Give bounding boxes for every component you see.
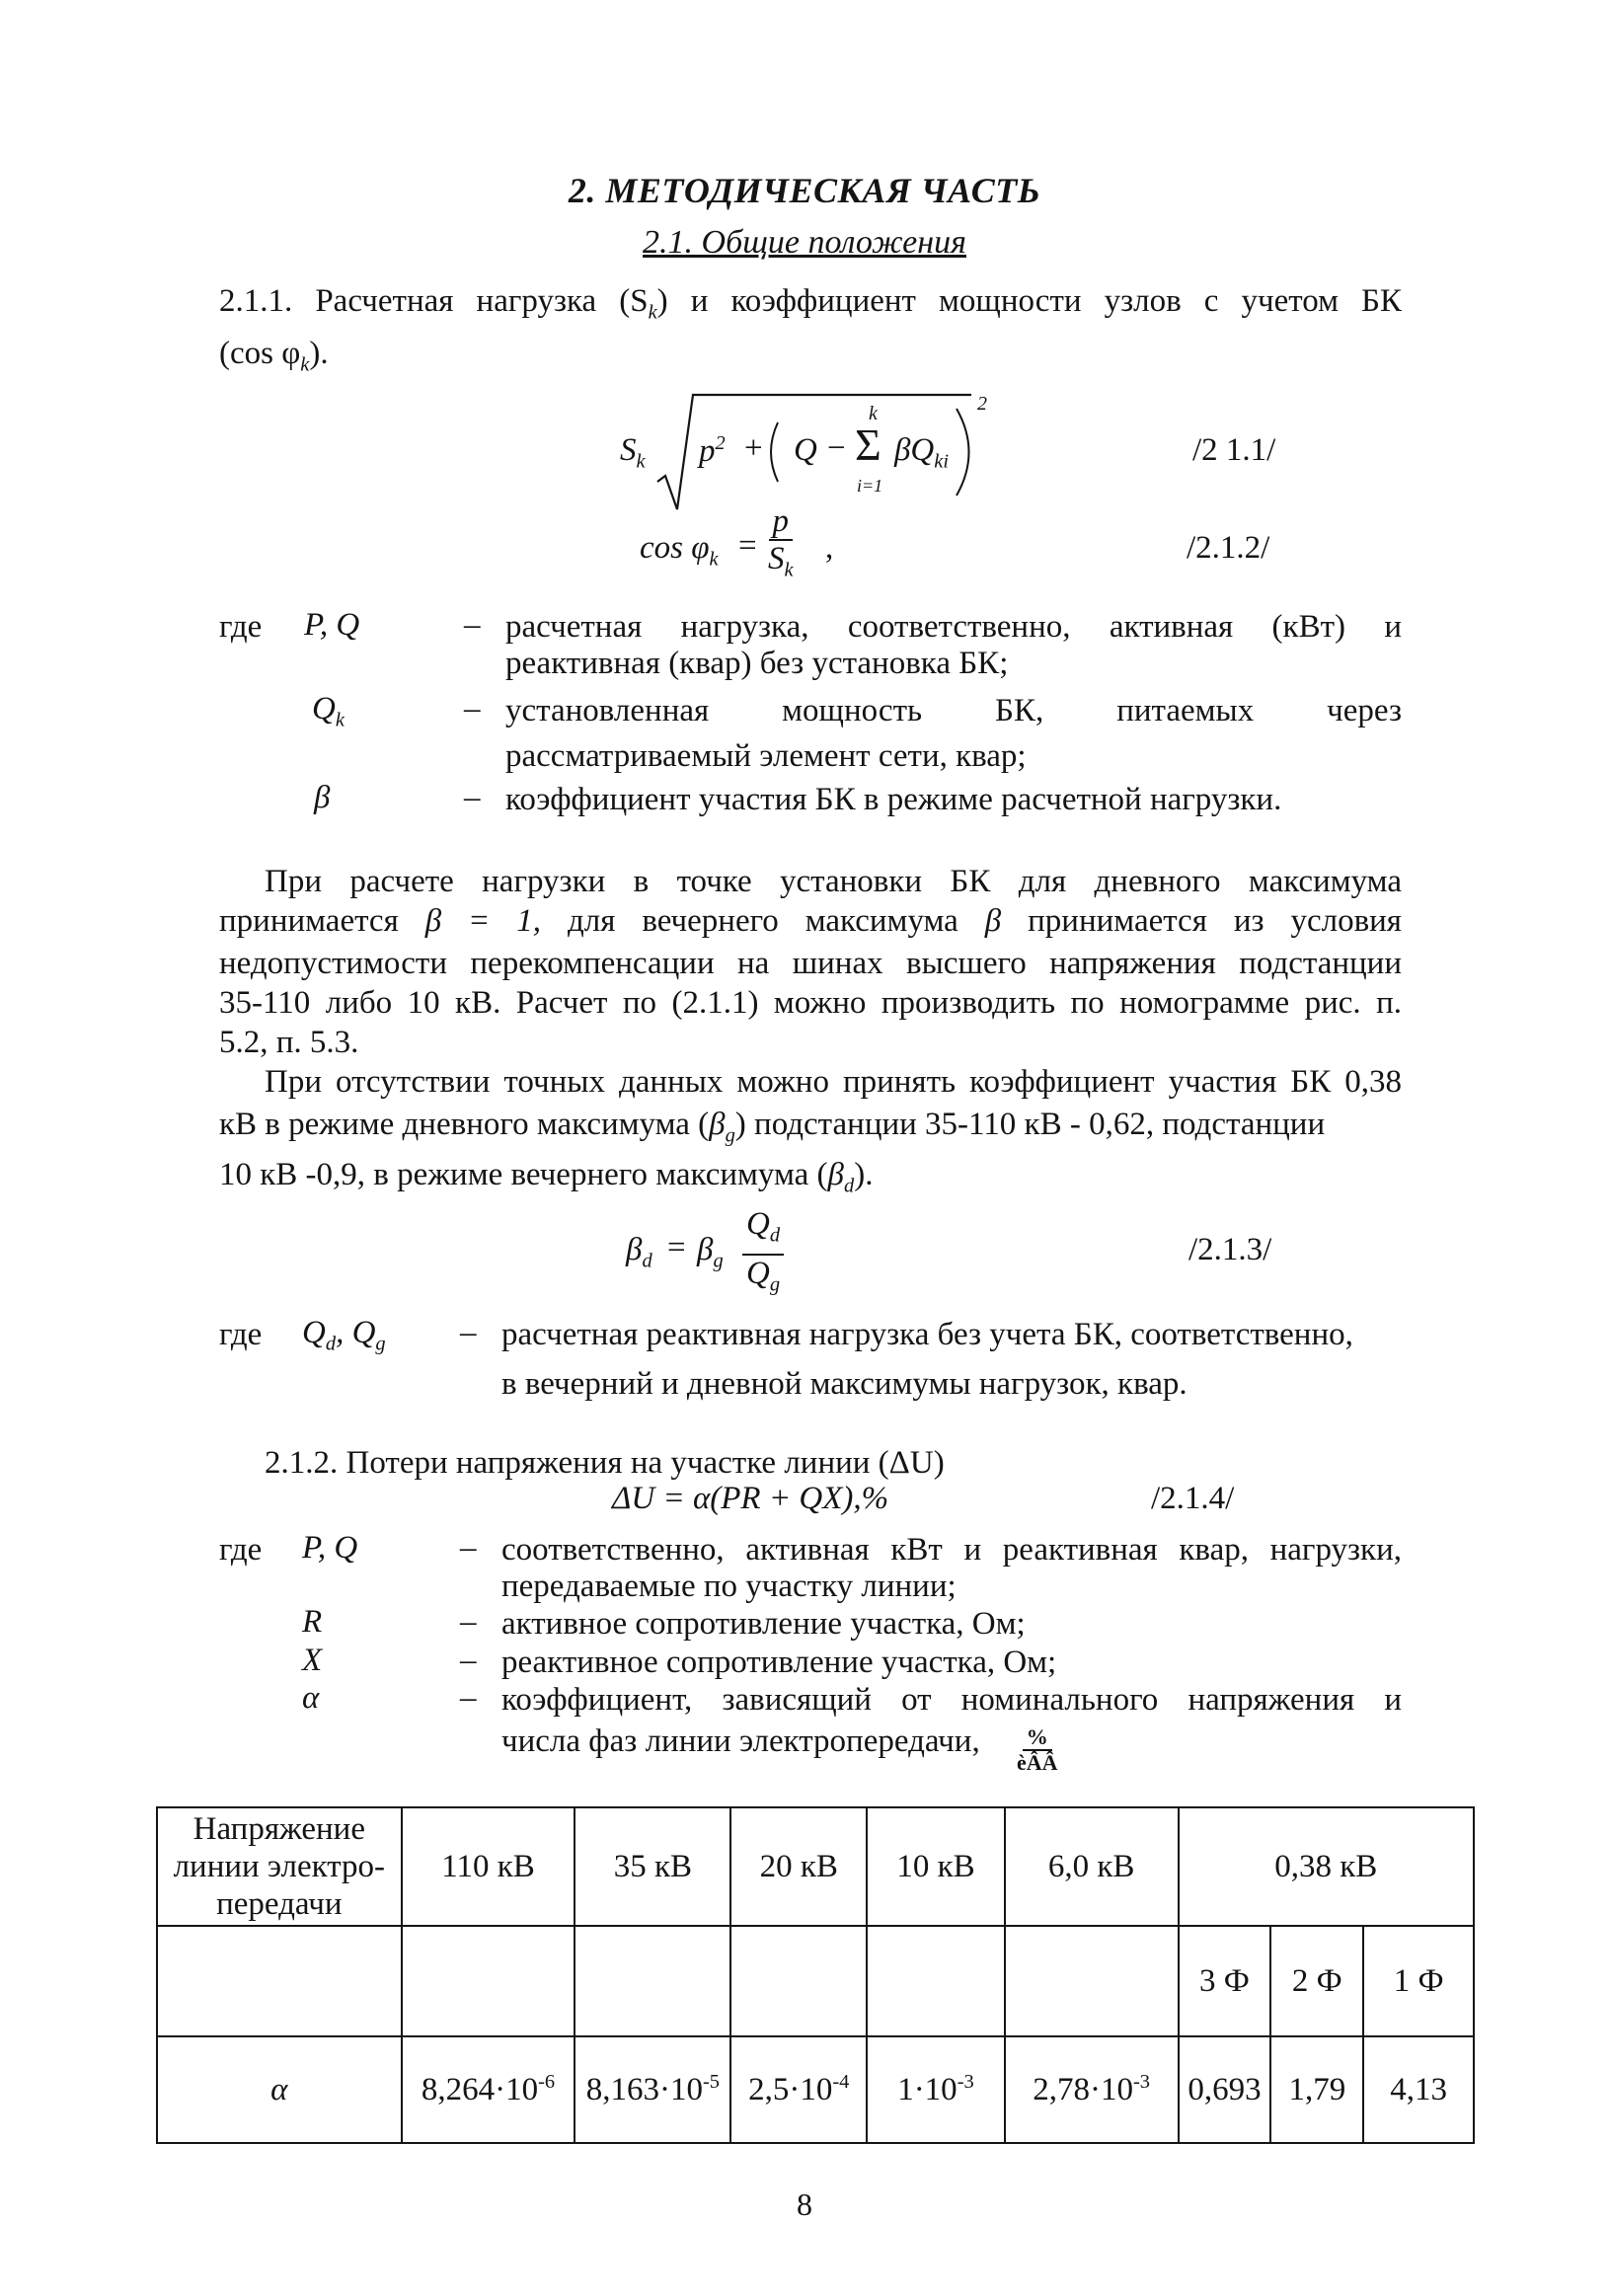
eq1-q: Q bbox=[794, 432, 817, 468]
def-text-pq-2: реактивная (квар) без установка БК; bbox=[505, 646, 1009, 681]
phase-3: 3 Ф bbox=[1179, 1926, 1271, 2036]
para2-l3a: 10 кВ -0,9, в режиме вечернего максимума ( bbox=[219, 1157, 828, 1192]
table-phase-row bbox=[157, 1926, 1474, 2036]
alpha-value-cell bbox=[730, 2036, 867, 2143]
para1-l2b: β = 1, bbox=[424, 903, 542, 939]
header-label-line1: Напряжение bbox=[192, 1811, 365, 1847]
eq3-den-sub: g bbox=[769, 1273, 781, 1296]
eq1-sum: Σ bbox=[855, 420, 881, 470]
eq1-lhs-sub: k bbox=[636, 450, 646, 473]
alpha-symbol-cell: α bbox=[157, 2036, 402, 2143]
def4-sym-alpha: α bbox=[302, 1680, 320, 1716]
def3-sym-b-sub: g bbox=[375, 1333, 386, 1355]
empty-cell bbox=[867, 1926, 1005, 2036]
eq3-equals: = bbox=[667, 1230, 686, 1265]
alpha-exp: -6 bbox=[538, 2071, 556, 2093]
eq2-den: S bbox=[768, 541, 785, 576]
eq1-p-text: p bbox=[699, 433, 716, 469]
header-label-line2: линии электро- bbox=[173, 1849, 386, 1884]
alpha-value: 1,79 bbox=[1288, 2072, 1346, 2107]
eq1-p bbox=[699, 432, 726, 470]
eq3-number: /2.1.3/ bbox=[1188, 1232, 1272, 1267]
empty-cell bbox=[402, 1926, 575, 2036]
intro-tail: ) и коэффициент мощности узлов с учетом БК bbox=[656, 283, 1402, 319]
header-voltage-20: 20 кВ bbox=[730, 1807, 867, 1926]
def4-text-pq-2: передаваемые по участку линии; bbox=[501, 1569, 957, 1604]
eq2-number: /2.1.2/ bbox=[1187, 530, 1270, 566]
eq2-lhs-text: cos φ bbox=[640, 530, 710, 566]
para1-line2 bbox=[219, 901, 1402, 941]
paragraph-2-1-2-intro: 2.1.2. Потери напряжения на участке линии (ΔU) bbox=[265, 1445, 945, 1481]
eq1-beta-text: βQ bbox=[894, 432, 935, 468]
phase-1: 1 Ф bbox=[1363, 1926, 1474, 2036]
header-label-line3: передачи bbox=[216, 1886, 343, 1922]
alpha-value: 2,5·10 bbox=[748, 2072, 833, 2107]
eq-2-1-1-lhs bbox=[620, 432, 646, 474]
where-label-1: где bbox=[219, 609, 263, 645]
eq1-lhs: S bbox=[620, 432, 637, 468]
eq1-sum-top: k bbox=[869, 403, 878, 424]
para1-line1: При расчете нагрузки в точке установки БК для дневного максимума bbox=[265, 864, 1402, 899]
alpha-value: 8,264·10 bbox=[421, 2072, 539, 2107]
alpha-value-cell bbox=[1363, 2036, 1474, 2143]
def-text-pq: расчетная нагрузка, соответственно, активная (кВт) и bbox=[505, 609, 1402, 645]
eq1-beta bbox=[894, 432, 949, 474]
alpha-value: 1·10 bbox=[897, 2072, 958, 2107]
table-header-row bbox=[157, 1807, 1474, 1926]
eq3-frac bbox=[742, 1206, 784, 1302]
para1-line5: 5.2, п. 5.3. bbox=[219, 1025, 359, 1060]
eq2-equals: = bbox=[738, 528, 757, 564]
para2-line1: При отсутствии точных данных можно принять коэффициент участия БК 0,38 bbox=[265, 1064, 1402, 1100]
alpha-value-cell bbox=[867, 2036, 1005, 2143]
subsection-heading: 2.1. Общие положения bbox=[643, 224, 966, 261]
eq3-rhs bbox=[697, 1232, 724, 1273]
para1-line3: недопустимости перекомпенсации на шинах высшего напряжения подстанции bbox=[219, 946, 1402, 981]
eq1-outer-sup: 2 bbox=[977, 393, 987, 415]
def-text-qk: установленная мощность БК, питаемых через bbox=[505, 693, 1402, 728]
alpha-value-cell bbox=[575, 2036, 730, 2143]
def4-unit-frac bbox=[1017, 1725, 1058, 1775]
para1-l2e: принимается из условия bbox=[1028, 903, 1402, 939]
alpha-value: 2,78·10 bbox=[1033, 2072, 1133, 2107]
def4-sym-x: X bbox=[302, 1643, 323, 1678]
def3-sym-a: Q bbox=[302, 1315, 326, 1350]
def3-sym-b: , Q bbox=[336, 1315, 376, 1350]
alpha-exp: -3 bbox=[957, 2071, 974, 2093]
def-dash: – bbox=[460, 1680, 477, 1716]
eq2-lhs bbox=[640, 530, 719, 572]
para2-line2 bbox=[219, 1105, 1402, 1156]
intro-line2-sub: k bbox=[300, 353, 310, 376]
paragraph-2-1-1-line2 bbox=[219, 334, 329, 385]
paragraph-2-1-1-intro bbox=[219, 281, 1402, 333]
def-dash: – bbox=[460, 1604, 477, 1640]
para2-l3b: β bbox=[827, 1157, 844, 1192]
intro-line2-tail: ). bbox=[309, 336, 329, 371]
alpha-value-cell bbox=[402, 2036, 575, 2143]
eq2-lhs-sub: k bbox=[709, 548, 719, 571]
phase-2: 2 Ф bbox=[1270, 1926, 1363, 2036]
where-label-2: где bbox=[219, 1317, 263, 1352]
def-text-beta: коэффициент участия БК в режиме расчетной нагрузки. bbox=[505, 782, 1282, 817]
empty-cell bbox=[575, 1926, 730, 2036]
def-sym-pq: P, Q bbox=[304, 607, 360, 643]
para1-l2d: β bbox=[984, 903, 1002, 939]
def3-sym-a-sub: d bbox=[325, 1333, 337, 1355]
para2-l3c: ). bbox=[854, 1157, 874, 1192]
eq3-den: Q bbox=[746, 1255, 770, 1291]
para2-l2b-sub: g bbox=[725, 1124, 735, 1147]
def4-sym-r: R bbox=[302, 1604, 323, 1640]
def-text-qk-2: рассматриваемый элемент сети, квар; bbox=[505, 738, 1027, 774]
eq3-lhs-sub: d bbox=[642, 1250, 652, 1272]
where-label-3: где bbox=[219, 1532, 263, 1568]
empty-cell bbox=[157, 1926, 402, 2036]
header-voltage-110: 110 кВ bbox=[402, 1807, 575, 1926]
alpha-exp: -4 bbox=[832, 2071, 850, 2093]
def-sym-qk bbox=[312, 691, 345, 732]
def-dash: – bbox=[464, 607, 481, 643]
def4-text-r: активное сопротивление участка, Ом; bbox=[501, 1606, 1026, 1642]
def4-unit-num: % bbox=[1023, 1725, 1052, 1751]
alpha-value: 8,163·10 bbox=[585, 2072, 703, 2107]
intro-text: 2.1.1. Расчетная нагрузка (S bbox=[219, 283, 649, 319]
def4-text-pq: соответственно, активная кВт и реактивная квар, нагрузки, bbox=[501, 1532, 1402, 1568]
alpha-value-cell bbox=[1270, 2036, 1363, 2143]
para1-l2a: принимается bbox=[219, 903, 399, 939]
def-dash: – bbox=[464, 691, 481, 727]
eq4: ΔU = α(PR + QX),% bbox=[612, 1481, 889, 1516]
para2-line3 bbox=[219, 1155, 873, 1206]
alpha-value-cell bbox=[1179, 2036, 1271, 2143]
def3-text2: в вечерний и дневной максимумы нагрузок, квар. bbox=[501, 1366, 1188, 1402]
para2-l2a: кВ в режиме дневного максимума ( bbox=[219, 1107, 710, 1142]
alpha-value-cell bbox=[1005, 2036, 1179, 2143]
def4-text-alpha: коэффициент, зависящий от номинального напряжения и bbox=[501, 1682, 1402, 1718]
eq3-rhs-text: β bbox=[697, 1232, 714, 1267]
def4-text-x: реактивное сопротивление участка, Ом; bbox=[501, 1645, 1057, 1680]
eq3-num: Q bbox=[746, 1206, 770, 1242]
def-dash: – bbox=[460, 1315, 477, 1350]
def-dash: – bbox=[460, 1530, 477, 1566]
eq3-lhs-text: β bbox=[626, 1232, 643, 1267]
header-label-cell bbox=[157, 1807, 402, 1926]
def4-sym-pq: P, Q bbox=[302, 1530, 358, 1566]
alpha-table bbox=[156, 1806, 1475, 2144]
para1-line4: 35-110 либо 10 кВ. Расчет по (2.1.1) можно производить по номограмме рис. п. bbox=[219, 985, 1402, 1021]
def-sym-qk-text: Q bbox=[312, 691, 336, 727]
header-voltage-10: 10 кВ bbox=[867, 1807, 1005, 1926]
eq2-den-sub: k bbox=[784, 559, 794, 581]
def-sym-qk-sub: k bbox=[335, 709, 345, 731]
def-dash: – bbox=[460, 1643, 477, 1678]
eq1-p-sup: 2 bbox=[715, 432, 726, 454]
para2-l2b: β bbox=[709, 1107, 726, 1142]
empty-cell bbox=[1005, 1926, 1179, 2036]
def-dash: – bbox=[464, 780, 481, 815]
eq3-rhs-sub: g bbox=[713, 1250, 724, 1272]
eq1-sum-bottom: i=1 bbox=[857, 476, 883, 496]
alpha-value: 0,693 bbox=[1188, 2072, 1262, 2107]
empty-cell bbox=[730, 1926, 867, 2036]
eq2-num: p bbox=[769, 503, 794, 541]
page-number: 8 bbox=[797, 2186, 812, 2222]
header-voltage-35: 35 кВ bbox=[575, 1807, 730, 1926]
alpha-exp: -3 bbox=[1133, 2071, 1151, 2093]
eq4-number: /2.1.4/ bbox=[1151, 1481, 1235, 1516]
header-voltage-6: 6,0 кВ bbox=[1005, 1807, 1179, 1926]
eq1-beta-sub: ki bbox=[934, 450, 950, 473]
eq1-number: /2 1.1/ bbox=[1192, 432, 1276, 468]
def3-text: расчетная реактивная нагрузка без учета БК, соответственно, bbox=[501, 1317, 1353, 1352]
table-alpha-row bbox=[157, 2036, 1474, 2143]
section-heading: 2. МЕТОДИЧЕСКАЯ ЧАСТЬ bbox=[568, 171, 1041, 210]
eq1-plus: + bbox=[744, 430, 763, 466]
eq1-minus: − bbox=[827, 430, 846, 466]
def4-unit-den: èÂÂ bbox=[1017, 1750, 1058, 1775]
eq3-lhs bbox=[626, 1232, 652, 1273]
header-voltage-038: 0,38 кВ bbox=[1179, 1807, 1475, 1926]
eq3-num-sub: d bbox=[769, 1224, 781, 1247]
alpha-exp: -5 bbox=[702, 2071, 720, 2093]
intro-sub: k bbox=[648, 301, 657, 324]
para2-l2c: ) подстанции 35-110 кВ - 0,62, подстанции bbox=[734, 1107, 1326, 1142]
def-sym-beta: β bbox=[314, 780, 331, 815]
intro-line2: (cos φ bbox=[219, 336, 301, 371]
para2-l3b-sub: d bbox=[843, 1175, 855, 1197]
eq2-frac bbox=[768, 503, 794, 588]
def3-sym bbox=[302, 1315, 386, 1356]
def4-text-alpha-2: числа фаз линии электропередачи, bbox=[501, 1723, 980, 1759]
eq2-comma: , bbox=[825, 530, 834, 566]
alpha-value: 4,13 bbox=[1390, 2072, 1447, 2107]
para1-l2c: для вечернего максимума bbox=[567, 903, 958, 939]
